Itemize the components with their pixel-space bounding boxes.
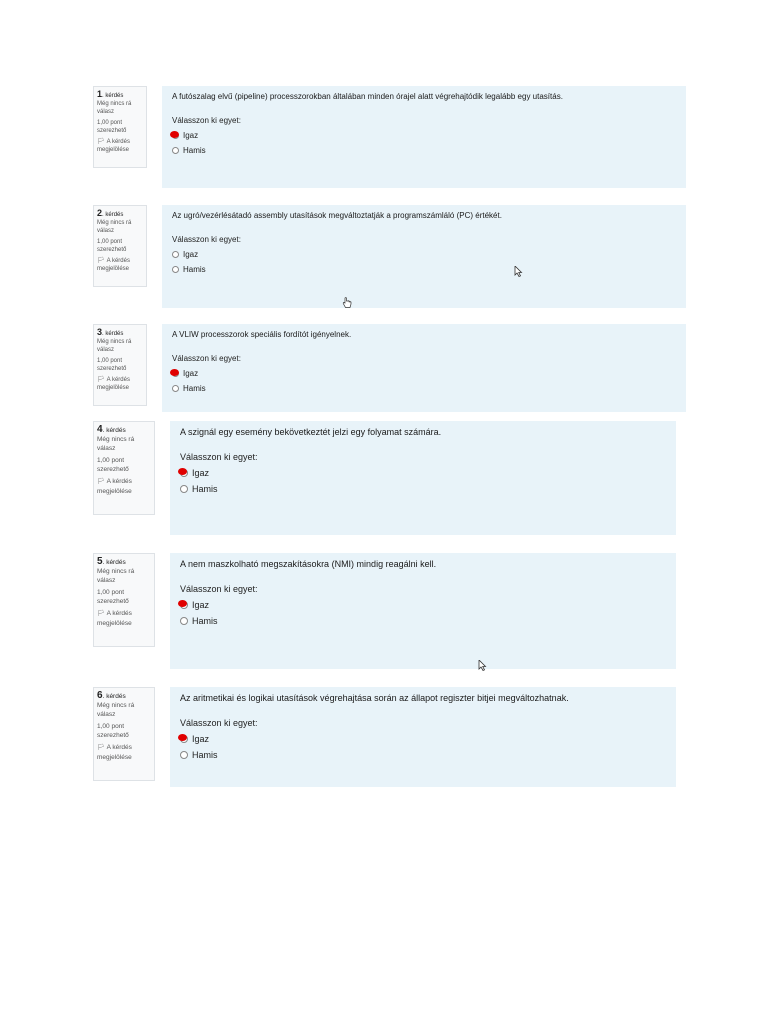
question-number: 1. kérdés [97, 89, 124, 99]
question-info [93, 86, 147, 168]
question-info [93, 421, 155, 515]
option-igaz[interactable]: Igaz [180, 734, 666, 744]
option-igaz[interactable]: Igaz [172, 250, 676, 259]
radio-icon[interactable] [180, 735, 188, 743]
radio-icon[interactable] [180, 469, 188, 477]
flag-question-link[interactable]: 🏳 A kérdés megjelölése [97, 610, 132, 627]
question-2 [93, 205, 686, 308]
question-state: Még nincs rá válasz [97, 436, 135, 452]
question-grade: 1,00 pont szerezhető [97, 457, 129, 473]
question-content [170, 553, 676, 669]
flag-question-link[interactable]: 🏳 A kérdés megjelölése [97, 744, 132, 761]
question-4 [93, 421, 676, 535]
answer-prompt: Válasszon ki egyet: [172, 354, 241, 363]
question-content [170, 687, 676, 787]
question-content [162, 324, 686, 412]
mouse-pointer-icon [478, 660, 487, 671]
question-text: A szignál egy esemény bekövetkeztét jelzi egy folyamat számára. [180, 427, 442, 437]
question-state: Még nincs rá válasz [97, 568, 135, 584]
flag-icon: 🏳 [97, 745, 105, 751]
question-number: 5. kérdés [97, 556, 126, 567]
question-6 [93, 687, 676, 787]
answer-prompt: Válasszon ki egyet: [172, 235, 241, 244]
radio-icon[interactable] [172, 385, 179, 392]
flag-icon: 🏳 [97, 139, 105, 145]
option-hamis[interactable]: Hamis [172, 384, 676, 393]
question-content [170, 421, 676, 535]
radio-icon[interactable] [180, 617, 188, 625]
question-info [93, 687, 155, 781]
flag-icon: 🏳 [97, 611, 105, 617]
red-scribble-mark [170, 369, 179, 376]
option-igaz[interactable]: Igaz [180, 468, 666, 478]
flag-icon: 🏳 [97, 479, 105, 485]
question-grade: 1,00 pont szerezhető [97, 589, 129, 605]
question-text: A VLIW processzorok speciális fordítót igényelnek. [172, 330, 352, 339]
question-state: Még nincs rá válasz [97, 339, 132, 353]
question-info [93, 205, 147, 287]
red-scribble-mark [178, 734, 187, 741]
option-hamis[interactable]: Hamis [180, 750, 666, 760]
option-igaz[interactable]: Igaz [172, 369, 676, 378]
option-hamis[interactable]: Hamis [180, 484, 666, 494]
question-content [162, 86, 686, 188]
question-1 [93, 86, 686, 188]
question-text: A futószalag elvű (pipeline) processzorokban általában minden órajel alatt végrehajtódik legalább egy utasítás. [172, 92, 563, 101]
question-grade: 1,00 pont szerezhető [97, 723, 129, 739]
flag-question-link[interactable]: 🏳 A kérdés megjelölése [97, 258, 130, 272]
red-scribble-mark [170, 131, 179, 138]
question-5 [93, 553, 676, 669]
flag-question-link[interactable]: 🏳 A kérdés megjelölése [97, 377, 130, 391]
radio-icon[interactable] [180, 601, 188, 609]
option-igaz[interactable]: Igaz [172, 131, 676, 140]
question-content [162, 205, 686, 308]
question-number: 3. kérdés [97, 327, 124, 337]
red-scribble-mark [178, 468, 187, 475]
radio-icon[interactable] [180, 485, 188, 493]
answer-prompt: Válasszon ki egyet: [180, 584, 258, 594]
flag-question-link[interactable]: 🏳 A kérdés megjelölése [97, 139, 130, 153]
answer-prompt: Válasszon ki egyet: [172, 116, 241, 125]
answer-prompt: Válasszon ki egyet: [180, 718, 258, 728]
flag-question-link[interactable]: 🏳 A kérdés megjelölése [97, 478, 132, 495]
question-state: Még nincs rá válasz [97, 220, 132, 234]
question-text: Az ugró/vezérlésátadó assembly utasítások megváltoztatják a programszámláló (PC) értékét. [172, 211, 502, 220]
hand-cursor-icon [342, 297, 352, 309]
option-hamis[interactable]: Hamis [172, 146, 676, 155]
radio-icon[interactable] [172, 132, 179, 139]
radio-icon[interactable] [172, 266, 179, 273]
question-number: 4. kérdés [97, 424, 126, 435]
question-number: 6. kérdés [97, 690, 126, 701]
radio-icon[interactable] [180, 751, 188, 759]
flag-icon: 🏳 [97, 377, 105, 383]
option-igaz[interactable]: Igaz [180, 600, 666, 610]
option-hamis[interactable]: Hamis [180, 616, 666, 626]
question-state: Még nincs rá válasz [97, 101, 132, 115]
question-grade: 1,00 pont szerezhető [97, 358, 127, 372]
question-3 [93, 324, 686, 412]
option-hamis[interactable]: Hamis [172, 265, 676, 274]
question-text: A nem maszkolható megszakításokra (NMI) mindig reagálni kell. [180, 559, 437, 569]
question-number: 2. kérdés [97, 208, 124, 218]
red-scribble-mark [178, 600, 187, 607]
question-info [93, 324, 147, 406]
mouse-pointer-icon [514, 266, 523, 277]
radio-icon[interactable] [172, 147, 179, 154]
question-grade: 1,00 pont szerezhető [97, 120, 127, 134]
question-text: Az aritmetikai és logikai utasítások végrehajtása során az állapot regiszter bitjei megváltozhatnak. [180, 693, 569, 703]
radio-icon[interactable] [172, 370, 179, 377]
question-state: Még nincs rá válasz [97, 702, 135, 718]
radio-icon[interactable] [172, 251, 179, 258]
question-grade: 1,00 pont szerezhető [97, 239, 127, 253]
answer-prompt: Válasszon ki egyet: [180, 452, 258, 462]
question-info [93, 553, 155, 647]
flag-icon: 🏳 [97, 258, 105, 264]
